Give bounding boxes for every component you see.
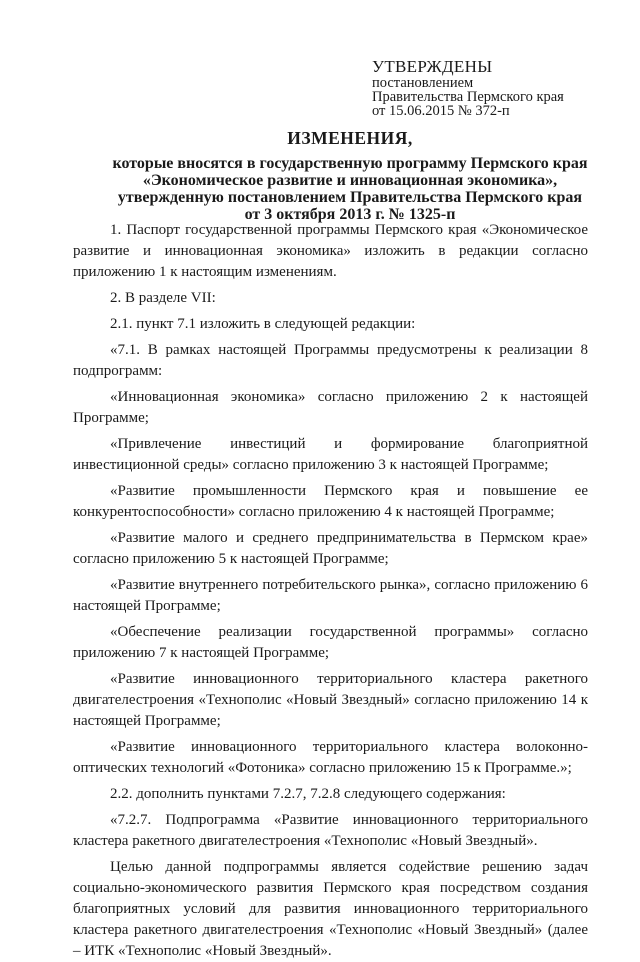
paragraph: «Инновационная экономика» согласно приложению 2 к настоящей Программе; bbox=[73, 389, 588, 426]
paragraph: 2.1. пункт 7.1 изложить в следующей редакции: bbox=[110, 316, 416, 332]
paragraph: «Развитие инновационного территориального кластера ракетного двигателестроения «Технополис «Новый Звездный» согласно приложению 14 к настоящей Программе; bbox=[73, 671, 588, 729]
paragraph: «Развитие инновационного территориального кластера волоконно-оптических технологий «Фотоника» согласно приложению 15 к Программе.»; bbox=[73, 739, 588, 776]
document-title bbox=[60, 130, 640, 223]
paragraph: «Привлечение инвестиций и формирование благоприятной инвестиционной среды» согласно приложению 3 к настоящей Программе; bbox=[73, 436, 588, 473]
paragraph: «7.1. В рамках настоящей Программы предусмотрены к реализации 8 подпрограмм: bbox=[73, 342, 588, 379]
document-body bbox=[73, 220, 588, 962]
paragraph: «Развитие внутреннего потребительского рынка», согласно приложению 6 настоящей Программе; bbox=[73, 577, 588, 614]
paragraph: 2.2. дополнить пунктами 7.2.7, 7.2.8 следующего содержания: bbox=[110, 786, 506, 802]
title-line: утвержденную постановлением Правительства Пермского края bbox=[117, 189, 583, 206]
title-heading: ИЗМЕНЕНИЯ, bbox=[287, 128, 413, 148]
title-line: которые вносятся в государственную программу Пермского края bbox=[112, 155, 588, 172]
approval-line: Правительства Пермского края bbox=[372, 89, 564, 105]
paragraph: «Развитие малого и среднего предпринимательства в Пермском крае» согласно приложению 5 к настоящей Программе; bbox=[73, 530, 588, 567]
approval-heading: УТВЕРЖДЕНЫ bbox=[372, 57, 493, 76]
paragraph: «Развитие промышленности Пермского края и повышение ее конкурентоспособности» согласно приложению 4 к настоящей Программе; bbox=[73, 483, 588, 520]
approval-date: от 15.06.2015 № 372-п bbox=[372, 103, 510, 119]
approval-stamp bbox=[372, 58, 634, 118]
paragraph: 1. Паспорт государственной программы Пермского края «Экономическое развитие и инновационная экономика» изложить в редакции согласно приложению 1 к настоящим изменениям. bbox=[73, 222, 588, 280]
title-line: «Экономическое развитие и инновационная экономика», bbox=[142, 172, 558, 189]
approval-line: постановлением bbox=[372, 75, 474, 91]
paragraph: «7.2.7. Подпрограмма «Развитие инновационного территориального кластера ракетного двигателестроения «Технополис «Новый Звездный». bbox=[73, 812, 588, 849]
paragraph: 2. В разделе VII: bbox=[110, 290, 216, 306]
title-line: от 3 октября 2013 г. № 1325-п bbox=[244, 206, 456, 223]
paragraph: Целью данной подпрограммы является содействие решению задач социально-экономического развития Пермского края посредством создания благоприятных условий для развития инновационного территориального кластера ракетного двигателестроения «Технополис «Новый Звездный» (далее – ИТК «Технополис «Новый Звездный». bbox=[73, 859, 588, 959]
paragraph: «Обеспечение реализации государственной программы» согласно приложению 7 к настоящей Программе; bbox=[73, 624, 588, 661]
